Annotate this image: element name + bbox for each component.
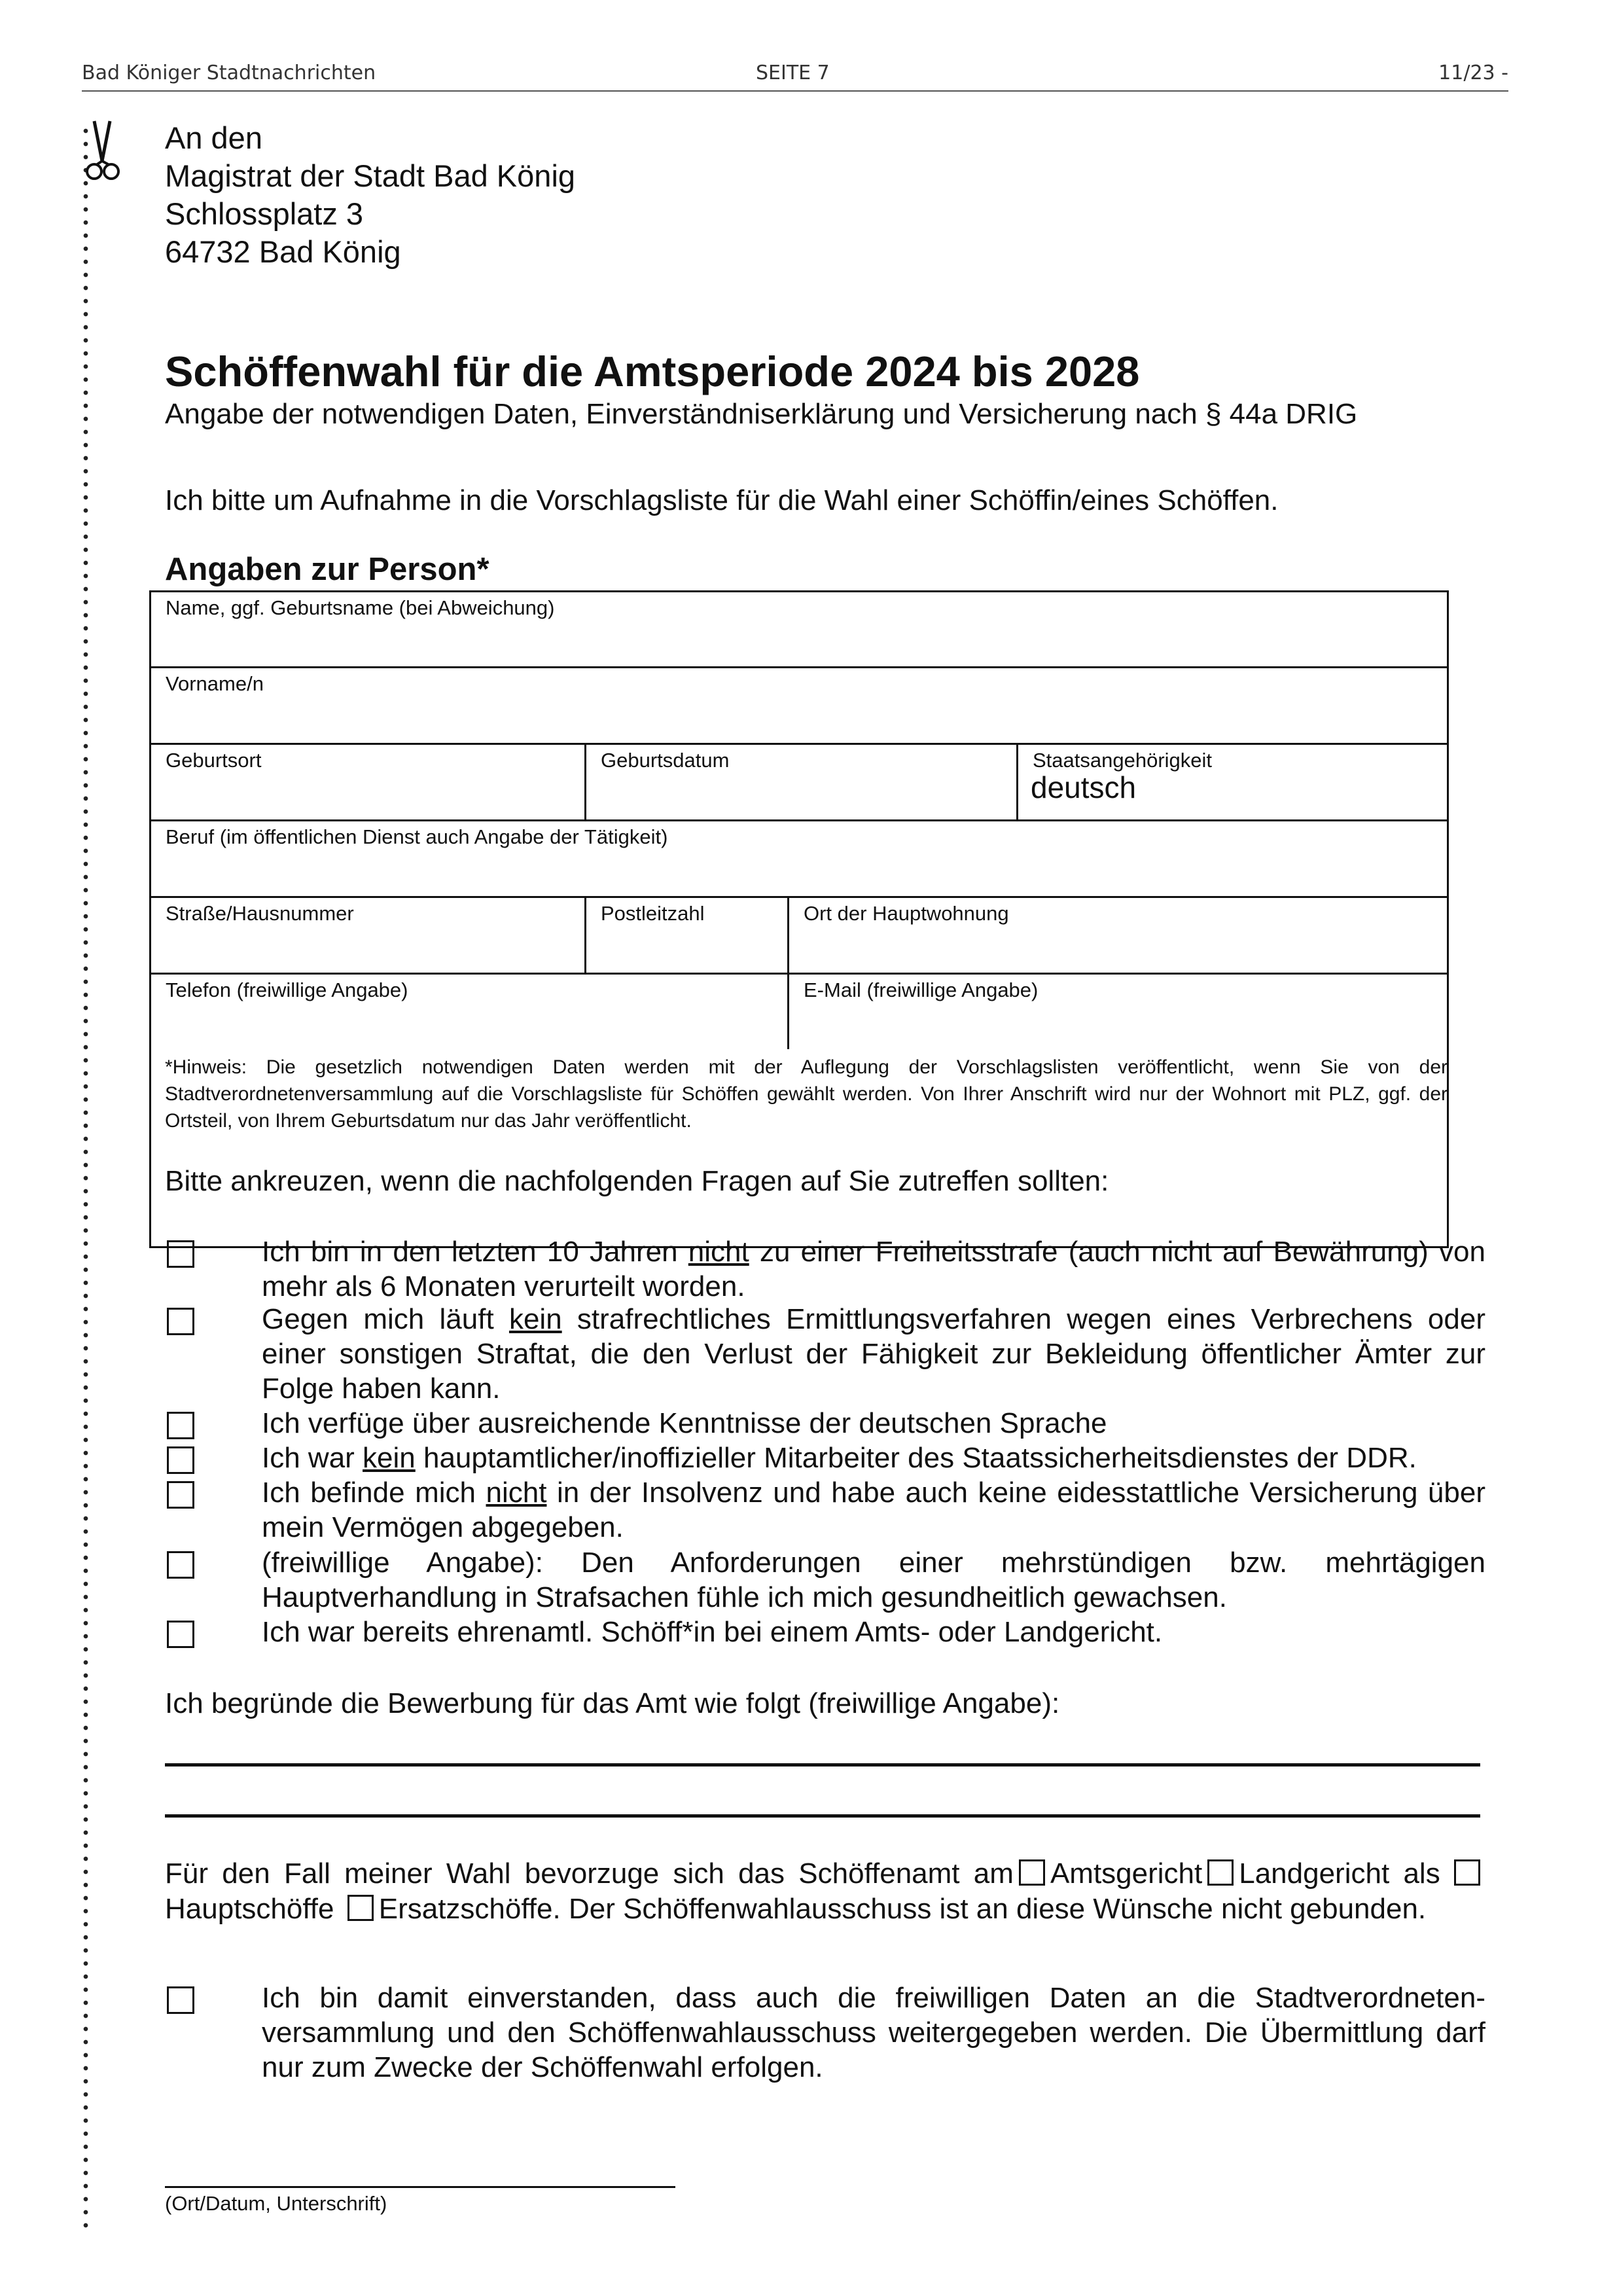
postleitzahl-field[interactable] (586, 898, 787, 973)
check-item: (freiwillige Angabe): Den Anforderungen einer mehrstündigen bzw. mehrtägigen Hauptverhandlung in Strafsachen fühle ich mich gesundheitlich gewachsen. (262, 1547, 1485, 1613)
scissors-icon (80, 118, 132, 183)
beruf-field[interactable] (151, 821, 1447, 896)
ort-field[interactable] (789, 898, 1447, 973)
check-box[interactable] (167, 1308, 194, 1335)
staatsangehoerigkeit-value: deutsch (1031, 770, 1137, 804)
signature-line[interactable] (165, 2186, 675, 2188)
check-box[interactable] (167, 1240, 194, 1268)
strasse-field[interactable] (151, 898, 584, 973)
geburtsdatum-label: Geburtsdatum (601, 749, 730, 772)
address-line: Schlossplatz 3 (165, 196, 364, 231)
intro-text: Ich bitte um Aufnahme in die Vorschlagsliste für die Wahl einer Schöffin/eines Schöffen. (165, 484, 1279, 516)
address-line: An den (165, 120, 262, 155)
section-title: Angaben zur Person* (165, 552, 489, 587)
reason-prompt: Ich begründe die Bewerbung für das Amt wie folgt (freiwillige Angabe): (165, 1687, 1060, 1719)
cut-line (82, 124, 89, 2232)
header-publication: Bad Königer Stadtnachrichten (82, 62, 376, 84)
check-box[interactable] (167, 1412, 194, 1439)
check-item: Ich war kein hauptamtlicher/inoffizieller Mitarbeiter des Staatssicherheitsdienstes der DDR. (262, 1442, 1417, 1474)
header-issue: 11/23 - (1438, 62, 1508, 84)
form-title: Schöffenwahl für die Amtsperiode 2024 bis 2028 (165, 348, 1140, 395)
geburtsort-field[interactable] (151, 745, 584, 819)
email-field[interactable] (789, 975, 1447, 1049)
consent-text: Ich bin damit einverstanden, dass auch die freiwilligen Daten an die Stadtverordneten-versammlung und den Schöffenwahlausschuss weitergegeben werden. Die Übermittlung darf nur zum Zwecke der Schöffenwahl erfolgen. (262, 1982, 1485, 2083)
signature-label: (Ort/Datum, Unterschrift) (165, 2192, 387, 2215)
amtsgericht-checkbox[interactable] (1019, 1859, 1045, 1886)
check-item: Ich befinde mich nicht in der Insolvenz und habe auch keine eidesstattliche Versicherung über mein Vermögen abgegeben. (262, 1477, 1486, 1543)
check-item: Ich bin in den letzten 10 Jahren nicht zu einer Freiheitsstrafe (auch nicht auf Bewährung) von mehr als 6 Monaten verurteilt worden. (262, 1236, 1485, 1302)
recipient-address (165, 119, 575, 271)
ersatzschoeffe-checkbox[interactable] (347, 1895, 374, 1921)
postleitzahl-label: Postleitzahl (601, 902, 705, 925)
check-box[interactable] (167, 1621, 194, 1648)
check-item: Gegen mich läuft kein strafrechtliches Ermittlungsverfahren wegen eines Verbrechens oder einer sonstigen Straftat, die den Verlust der Fähigkeit zur Bekleidung öffentlicher Ämter zur Folge haben kann. (262, 1303, 1485, 1405)
address-line: Magistrat der Stadt Bad König (165, 158, 576, 193)
reason-line[interactable] (165, 1814, 1480, 1818)
telefon-label: Telefon (freiwillige Angabe) (166, 978, 408, 1001)
check-item: Ich verfüge über ausreichende Kenntnisse der deutschen Sprache (262, 1407, 1107, 1439)
name-label: Name, ggf. Geburtsname (bei Abweichung) (166, 596, 555, 619)
reason-line[interactable] (165, 1763, 1480, 1767)
geburtsort-label: Geburtsort (166, 749, 262, 772)
landgericht-checkbox[interactable] (1207, 1859, 1234, 1886)
vorname-field[interactable] (151, 668, 1447, 743)
check-box[interactable] (167, 1446, 194, 1474)
staatsangehoerigkeit-label: Staatsangehörigkeit (1033, 749, 1213, 772)
beruf-label: Beruf (im öffentlichen Dienst auch Angabe der Tätigkeit) (166, 825, 668, 848)
consent-checkbox[interactable] (167, 1986, 194, 2014)
page-header (82, 60, 1508, 92)
check-item: Ich war bereits ehrenamtl. Schöff*in bei einem Amts- oder Landgericht. (262, 1616, 1163, 1648)
hauptschoeffe-checkbox[interactable] (1454, 1859, 1480, 1886)
strasse-label: Straße/Hausnummer (166, 902, 354, 925)
preference-paragraph: Für den Fall meiner Wahl bevorzuge sich das Schöffenamt am Amtsgericht Landgericht als Hauptschöffe Ersatzschöffe. Der Schöffenwahlausschuss ist an diese Wünsche nicht gebunden. (165, 1856, 1485, 1927)
ort-label: Ort der Hauptwohnung (804, 902, 1009, 925)
name-field[interactable] (151, 592, 1447, 666)
check-box[interactable] (167, 1551, 194, 1579)
form-subtitle: Angabe der notwendigen Daten, Einverständniserklärung und Versicherung nach § 44a DRIG (165, 398, 1358, 430)
address-line: 64732 Bad König (165, 234, 401, 269)
person-form (149, 590, 1449, 1248)
checklist-intro: Bitte ankreuzen, wenn die nachfolgenden Fragen auf Sie zutreffen sollten: (165, 1165, 1109, 1197)
privacy-note: *Hinweis: Die gesetzlich notwendigen Daten werden mit der Auflegung der Vorschlagslisten veröffentlicht, wenn Sie von der Stadtverordnetenversammlung auf die Vorschlagsliste für Schöffen gewählt werden. Von Ihrer Anschrift wird nur der Wohnort mit PLZ, ggf. der Ortsteil, von Ihrem Geburtsdatum nur das Jahr veröffentlicht. (165, 1056, 1448, 1132)
vorname-label: Vorname/n (166, 672, 264, 695)
check-box[interactable] (167, 1481, 194, 1509)
header-page-number: SEITE 7 (756, 62, 830, 84)
geburtsdatum-field[interactable] (586, 745, 1016, 819)
telefon-field[interactable] (151, 975, 787, 1049)
email-label: E-Mail (freiwillige Angabe) (804, 978, 1039, 1001)
